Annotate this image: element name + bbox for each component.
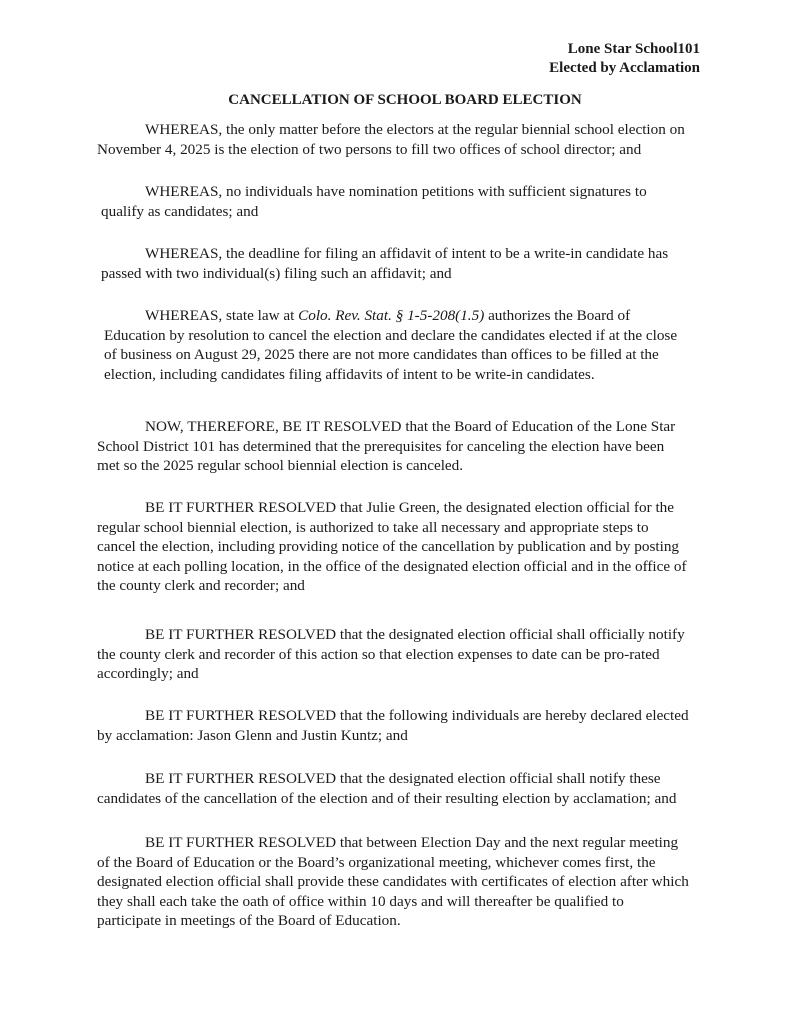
paragraph-line: BE IT FURTHER RESOLVED that the following individuals are hereby declared elected [145,707,689,724]
paragraph-line: WHEREAS, no individuals have nomination petitions with sufficient signatures to [145,183,647,200]
paragraph-line: School District 101 has determined that the prerequisites for canceling the election have been [97,437,665,455]
paragraph-line: candidates of the cancellation of the election and of their resulting election by acclamation; and [97,789,677,807]
paragraph-line: they shall each take the oath of office within 10 days and will thereafter be qualified to [97,892,624,910]
paragraph-text: WHEREAS, state law at [145,307,299,324]
paragraph-line: by acclamation: Jason Glenn and Justin Kuntz; and [97,726,408,744]
paragraph-line: designated election official shall provide these candidates with certificates of election after which [97,873,689,890]
paragraph-line: of business on August 29, 2025 there are not more candidates than offices to be filled at the [104,346,659,363]
paragraph-line: November 4, 2025 is the election of two persons to fill two offices of school director; and [97,140,642,158]
paragraph-line: BE IT FURTHER RESOLVED that the designated election official shall notify these [145,770,661,787]
paragraph-line: Education by resolution to cancel the election and declare the candidates elected if at the close [104,326,678,344]
paragraph-resolved-notify-clerk [97,625,709,684]
paragraph-text: authorizes the Board of [484,307,631,324]
paragraph-line: passed with two individual(s) filing such an affidavit; and [101,264,452,282]
paragraph-line: qualify as candidates; and [101,202,259,220]
paragraph-line: BE IT FURTHER RESOLVED that Julie Green, the designated election official for the [145,499,674,516]
paragraph-line: election, including candidates filing affidavits of intent to be write-in candidates. [104,365,595,383]
election-status-line: Elected by Acclamation [549,60,700,76]
paragraph-whereas-state-law [97,306,709,384]
paragraph-line: notice at each polling location, in the office of the designated election official and in the office of [97,557,687,575]
paragraph-line: participate in meetings of the Board of Education. [97,912,401,929]
paragraph-line: the county clerk and recorder of this action so that election expenses to date can be pro-rated [97,645,660,663]
paragraph-resolved-notify-candidates [97,769,709,808]
paragraph-line: NOW, THEREFORE, BE IT RESOLVED that the Board of Education of the Lone Star [145,418,676,435]
paragraph-line [97,306,709,326]
document-title: CANCELLATION OF SCHOOL BOARD ELECTION [228,92,582,108]
paragraph-line: accordingly; and [97,665,199,682]
paragraph-line: WHEREAS, the only matter before the electors at the regular biennial school election on [145,121,685,138]
paragraph-line: BE IT FURTHER RESOLVED that between Election Day and the next regular meeting [145,834,679,851]
statute-citation: Colo. Rev. Stat. § 1-5-208(1.5) [298,307,485,324]
paragraph-line: WHEREAS, the deadline for filing an affidavit of intent to be a write-in candidate has [145,245,669,262]
document-header [549,40,700,78]
paragraph-resolved-election-official [97,498,709,596]
paragraph-line: met so the 2025 regular school biennial election is canceled. [97,457,464,474]
paragraph-now-therefore [97,417,709,476]
school-name-line: Lone Star School101 [567,41,700,57]
paragraph-line: regular school biennial election, is authorized to take all necessary and appropriate steps to [97,518,649,536]
paragraph-whereas-write-in-deadline [97,244,709,283]
paragraph-whereas-election-matter [97,120,709,159]
paragraph-line: of the Board of Education or the Board’s organizational meeting, whichever comes first, the [97,853,656,871]
paragraph-line: the county clerk and recorder; and [97,577,305,594]
paragraph-resolved-declared-elected [97,706,709,745]
paragraph-resolved-certificates [97,833,709,931]
paragraph-line: BE IT FURTHER RESOLVED that the designated election official shall officially notify [145,626,685,643]
paragraph-line: cancel the election, including providing notice of the cancellation by publication and by posting [97,538,680,555]
paragraph-whereas-no-petitions [97,182,709,221]
